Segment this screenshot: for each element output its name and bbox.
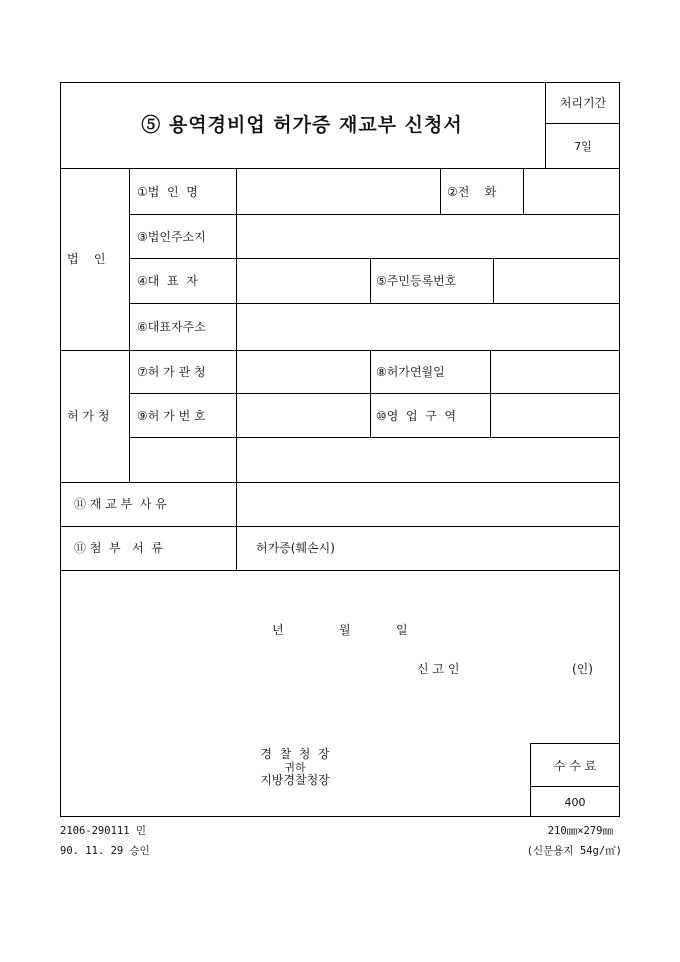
label-corporation-address: ③법인주소지 bbox=[137, 230, 206, 244]
form-number: 2106-290111 민 bbox=[60, 825, 147, 837]
business-area-field[interactable] bbox=[491, 394, 620, 437]
recipient-line-3: 지방경찰청장 bbox=[260, 773, 330, 787]
label-representative: ④대 표 자 bbox=[137, 274, 198, 288]
approval-date: 90. 11. 29 승인 bbox=[60, 845, 150, 857]
section-label-corporation: 법 인 bbox=[67, 252, 106, 266]
rule bbox=[370, 350, 371, 437]
seal-mark: (인) bbox=[572, 662, 593, 676]
label-permit-number: ⑨허 가 번 호 bbox=[137, 409, 206, 423]
attachments-value: 허가증(훼손시) bbox=[256, 541, 335, 555]
reissue-reason-field[interactable] bbox=[237, 483, 620, 526]
label-business-area: ⑩영 업 구 역 bbox=[376, 409, 457, 423]
rule bbox=[530, 743, 620, 744]
permit-authority-field[interactable] bbox=[237, 351, 370, 393]
permit-date-field[interactable] bbox=[491, 351, 620, 393]
label-permit-authority: ⑦허 가 관 청 bbox=[137, 365, 206, 379]
recipient-line-1: 경 찰 청 장 bbox=[260, 747, 330, 761]
applicant-label: 신 고 인 bbox=[417, 662, 460, 676]
representative-address-field[interactable] bbox=[237, 304, 620, 350]
fee-label: 수 수 료 bbox=[553, 759, 597, 773]
rule bbox=[129, 168, 130, 482]
representative-field[interactable] bbox=[237, 259, 370, 303]
label-corporation-name: ①법 인 명 bbox=[137, 185, 198, 199]
date-month-label: 월 bbox=[339, 623, 351, 637]
fee-value: 400 bbox=[564, 796, 586, 809]
rule bbox=[530, 786, 620, 787]
applicant-name-field[interactable] bbox=[470, 656, 560, 680]
label-resident-number: ⑤주민등록번호 bbox=[376, 274, 457, 288]
phone-field[interactable] bbox=[524, 169, 620, 214]
rule bbox=[545, 123, 620, 124]
form-title: ⑤ 용역경비업 허가증 재교부 신청서 bbox=[141, 114, 463, 136]
processing-period-value: 7일 bbox=[574, 140, 592, 153]
label-attachments: ⑪ 첨 부 서 류 bbox=[74, 541, 163, 555]
permit-number-field[interactable] bbox=[237, 394, 370, 437]
recipient-line-2: 귀하 bbox=[284, 761, 306, 774]
rule bbox=[60, 570, 620, 571]
paper-size: 210㎜×279㎜ bbox=[547, 825, 613, 837]
label-reissue-reason: ⑪ 재 교 부 사 유 bbox=[74, 497, 167, 511]
rule bbox=[545, 82, 546, 168]
corporation-address-field[interactable] bbox=[237, 215, 620, 258]
section-label-permit: 허 가 청 bbox=[67, 409, 110, 423]
paper-type: (신문용지 54g/㎡) bbox=[526, 845, 622, 857]
processing-period-label: 처리기간 bbox=[559, 96, 607, 110]
permit-extra-field[interactable] bbox=[237, 438, 620, 482]
resident-number-field[interactable] bbox=[494, 259, 620, 303]
label-permit-date: ⑧허가연월일 bbox=[376, 365, 445, 379]
rule bbox=[530, 743, 531, 817]
rule bbox=[370, 258, 371, 303]
label-phone: ②전 화 bbox=[447, 185, 497, 199]
corporation-name-field[interactable] bbox=[237, 169, 440, 214]
label-representative-address: ⑥대표자주소 bbox=[137, 320, 206, 334]
rule bbox=[440, 168, 441, 214]
rule bbox=[60, 526, 620, 527]
date-year-label: 년 bbox=[272, 623, 284, 637]
date-day-label: 일 bbox=[396, 623, 408, 637]
